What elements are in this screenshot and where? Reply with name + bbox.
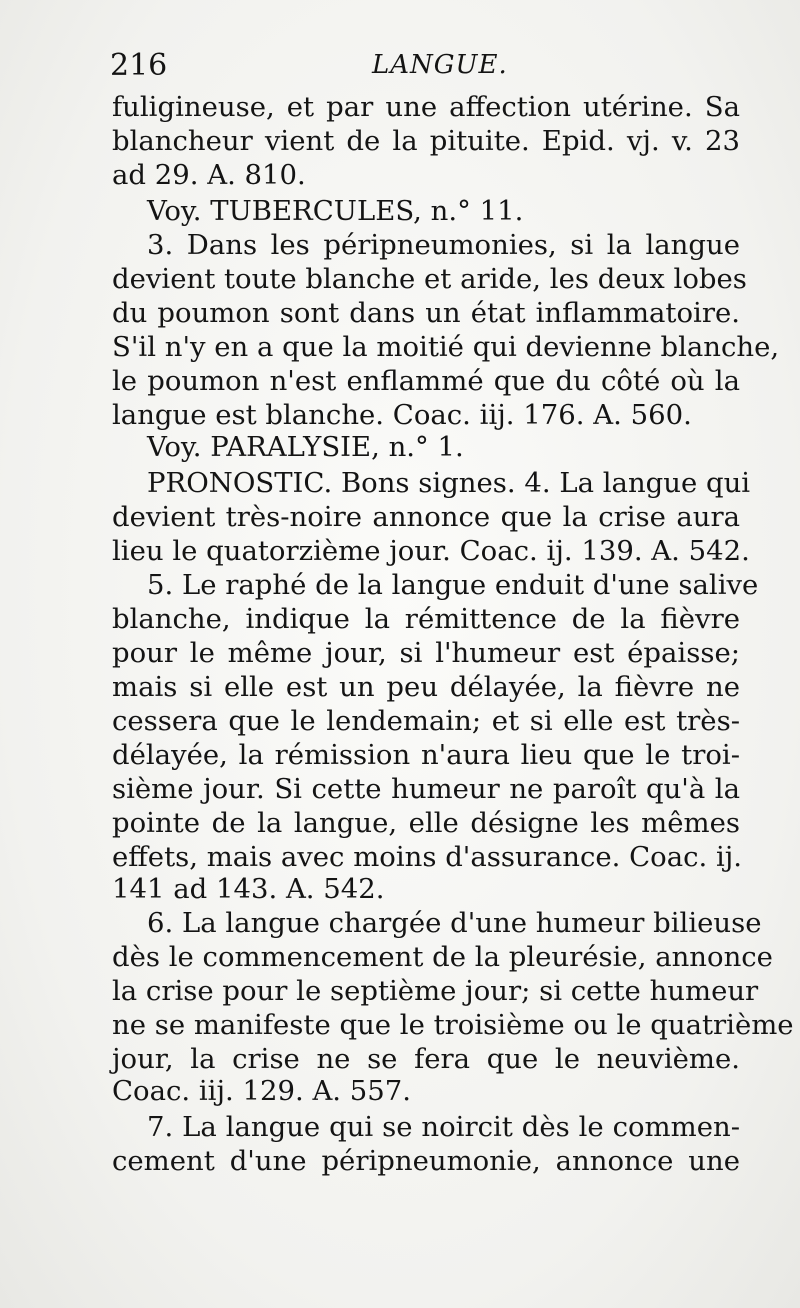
page-header [110,48,750,88]
text-line: le poumon n'est enflammé que du côté où la [112,365,740,397]
text-line: S'il n'y en a que la moitié qui devienne blanche, [112,331,780,363]
text-line: effets, mais avec moins d'assurance. Coac. ij. [112,841,743,873]
text-line: fuligineuse, et par une affection utérine. Sa [112,91,740,123]
cross-reference-line: Voy. TUBERCULES, n.° 11. [147,195,524,227]
text-line: 6. La langue chargée d'une humeur bilieuse [147,907,762,939]
text-line: blanche, indique la rémittence de la fièvre [112,603,740,635]
section-heading-line: PRONOSTIC. Bons signes. 4. La langue qui [147,467,751,499]
text-line: mais si elle est un peu délayée, la fièvre ne [112,671,740,703]
text-line: pour le même jour, si l'humeur est épaisse; [112,637,740,669]
text-line: langue est blanche. Coac. iij. 176. A. 560. [112,399,692,431]
text-line: lieu le quatorzième jour. Coac. ij. 139. A. 542. [112,535,750,567]
text-line: jour, la crise ne se fera que le neuvième. [112,1043,740,1075]
text-line: cessera que le lendemain; et si elle est très- [112,705,740,737]
text-line: blancheur vient de la pituite. Epid. vj. v. 23 [112,125,740,157]
cross-reference-line: Voy. PARALYSIE, n.° 1. [147,431,464,463]
text-line: pointe de la langue, elle désigne les mêmes [112,807,740,839]
text-line: du poumon sont dans un état inflammatoire. [112,297,740,329]
text-line: 141 ad 143. A. 542. [112,873,385,905]
text-line: ne se manifeste que le troisième ou le quatrième [112,1009,794,1041]
text-line: la crise pour le septième jour; si cette humeur [112,975,759,1007]
text-line: dès le commencement de la pleurésie, annonce [112,941,773,973]
text-line: 5. Le raphé de la langue enduit d'une salive [147,569,759,601]
text-line: 3. Dans les péripneumonies, si la langue [147,229,740,261]
text-line: devient toute blanche et aride, les deux lobes [112,263,747,295]
text-line: 7. La langue qui se noircit dès le commen- [147,1111,740,1143]
text-line: sième jour. Si cette humeur ne paroît qu'à la [112,773,740,805]
text-line: ad 29. A. 810. [112,159,306,191]
text-line: cement d'une péripneumonie, annonce une [112,1145,740,1177]
page-number: 216 [110,48,168,83]
text-line: délayée, la rémission n'aura lieu que le troi- [112,739,740,771]
text-line: devient très-noire annonce que la crise aura [112,501,740,533]
running-title: LANGUE. [372,50,508,80]
text-line: Coac. iij. 129. A. 557. [112,1075,412,1107]
